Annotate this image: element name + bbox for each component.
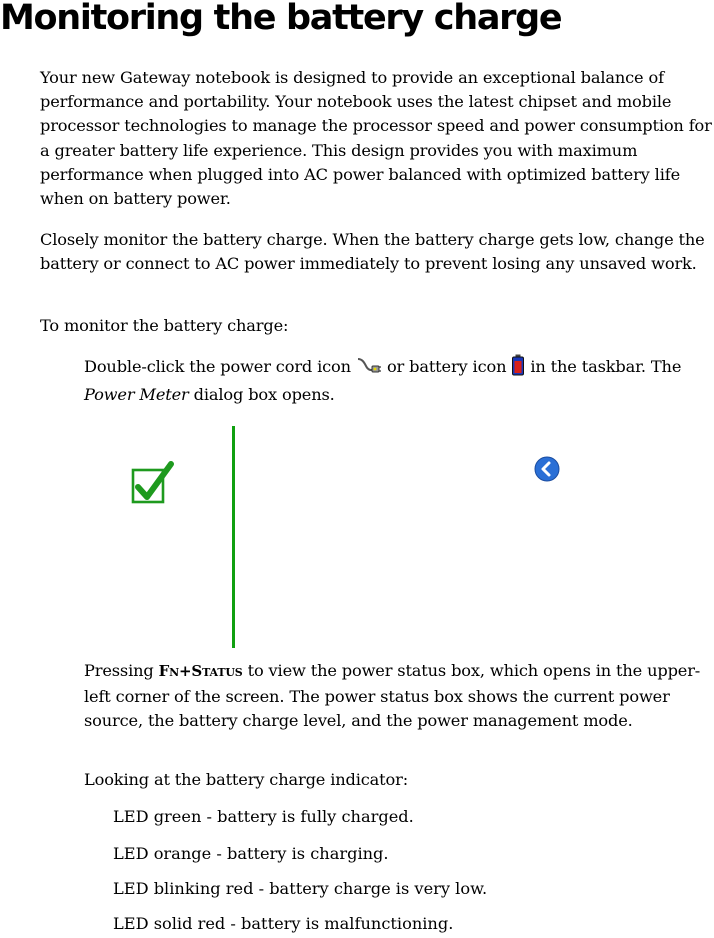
step-text-d: dialog box opens. [193, 385, 335, 405]
key-fn-initial: F [158, 662, 170, 680]
monitor-paragraph: Closely monitor the battery charge. When the battery charge gets low, change the battery or connect to AC power immediately to prevent losing any unsaved work. [40, 230, 705, 274]
battery-icon [511, 354, 525, 383]
led-state-item: LED orange - battery is charging. [113, 844, 389, 863]
indicator-paragraph: Looking at the battery charge indicator: [84, 770, 409, 789]
power-cord-icon [356, 356, 382, 383]
step-paragraph [84, 354, 714, 407]
key-status-initial: S [191, 662, 203, 680]
page-title: Monitoring the battery charge [0, 0, 562, 38]
press-text-a: Pressing [84, 661, 154, 680]
back-arrow-icon [534, 456, 560, 482]
led-state-item: LED blinking red - battery charge is very low. [113, 879, 488, 898]
power-meter-name: Power Meter [84, 385, 189, 405]
howto-paragraph: To monitor the battery charge: [40, 316, 289, 335]
step-text-a: Double-click the power cord icon [84, 357, 351, 376]
led-state-item: LED green - battery is fully charged. [113, 807, 414, 826]
checkmark-icon [130, 460, 176, 506]
key-status-rest: TATUS [202, 666, 243, 679]
step-text-c: in the taskbar. The [530, 357, 682, 376]
key-combo [159, 662, 243, 680]
note-divider [232, 426, 235, 648]
intro-paragraph: Your new Gateway notebook is designed to provide an exceptional balance of performance and portability. Your notebook uses the latest chipset and mobile processor technologies to manage the processor speed and power consumption for a greater battery life experience. This design provides you with maximum performance when plugged into AC power balanced with optimized battery life when on battery power. [40, 68, 712, 209]
press-text-b: to view the power status box, which opens in the upper-left corner of the screen. The power status box shows the current power source, the battery charge level, and the power management mode. [84, 661, 701, 731]
key-plus: + [179, 662, 192, 680]
step-text-b: or battery icon [386, 357, 507, 376]
key-fn-rest: N [169, 666, 179, 679]
led-state-item: LED solid red - battery is malfunctioning. [113, 914, 454, 933]
press-paragraph [84, 659, 714, 734]
